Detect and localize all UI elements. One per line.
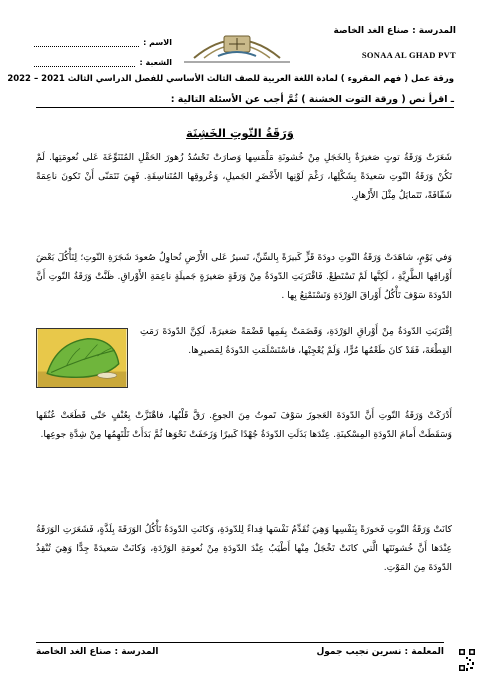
leaf-illustration <box>36 328 128 388</box>
story-paragraph-5: كانَتْ وَرَقَةُ التّوتِ فَخورَةً بِنَفْسِها وَهِيَ تُقَدِّمُ نَفْسَها فِداءً لِلدّودَةِ، وَكانَتِ الدّودَةُ تَأْكُلُ الوَرَقَةَ بِلَذَّةٍ، فَشَعَرَتِ الوَرَقَةُ عِنْدَها أَنَّ خُشونَتَها الَّتي كانَتْ تَخْجَلُ مِنْها أَطْيَبُ عِنْدَ الدّودَةِ مِنْ نُعومَةِ الوَرْدَةِ، وَكانَتْ سَعيدَةً جِدًّا وَهِيَ تُنْقِذُ الدّودَةَ مِنَ المَوْتِ. <box>36 524 452 573</box>
name-blank[interactable] <box>34 38 139 47</box>
school-name-english: SONAA AL GHAD PVT <box>361 50 456 60</box>
name-label: الاسم : <box>143 38 172 47</box>
page-footer <box>36 642 444 657</box>
worksheet-instruction: ـ اقرأ نص ( ورقة التوت الخشنة ) ثُمَّ أجب عن الأسئلة التالية : <box>36 94 454 108</box>
story-paragraph-1: شَعَرَتْ وَرَقَةُ توتٍ صَغيرَةٌ بِالخَجَلِ مِنْ خُشونَةِ مَلْمَسِها وَصارَتْ تَحْسُدُ زُهورَ الحَقْلِ المُتَنَوِّعَةَ عَلى نُعومَتِها. لَمْ تَكُنْ وَرَقَةُ التّوتِ سَعيدَةً بِشَكْلِها، رَغْمَ لَوْنِها الأَخْضَرِ الجَميلِ، وَعُروقِها المُتَناسِقَةِ. فَهِيَ تَتَمَنّى أَنْ تَكونَ ناعِمَةً شَفّافَةً، تَتَمايَلُ مِثْلَ الأَزْهارِ. <box>36 152 452 201</box>
section-field-row[interactable] <box>34 47 172 67</box>
section-label: الشعبة : <box>139 58 172 67</box>
footer-school-name: المدرسة : صناع الغد الخاصة <box>36 647 159 657</box>
story-title: وَرَقَةُ التّوتِ الخَشِنَة <box>186 126 294 140</box>
name-field-row[interactable] <box>34 27 172 47</box>
student-info <box>34 27 172 67</box>
section-blank[interactable] <box>34 58 135 67</box>
qr-code-icon <box>458 648 476 672</box>
school-name-arabic: المدرسة : صناع الغد الخاصة <box>333 26 456 36</box>
story-paragraph-2: وَفي يَوْمٍ، شاهَدَتْ وَرَقَةُ التّوتِ دودَةَ قَزٍّ كَبيرَةً بِالسِّنِّ، تَسيرُ عَلى الأَرْضِ تُحاوِلُ صُعودَ شَجَرَةِ التّوتِ؛ لِتَأْكُلَ بَعْضَ أَوْراقِها الطَّرِيَّةِ ، لَكِنَّها لَمْ تَسْتَطِعْ. فَاقْتَرَبَتِ الدّودَةُ مِنْ وَرَقَةٍ صَغيرَةٍ جَميلَةٍ ناعِمَةِ الأَوْراقِ. ظَنَّتْ وَرَقَةُ التّوتِ أَنَّ الدّودَةَ سَوْفَ تَأْكُلُ أَوْراقَ الوَرْدَةِ وَتَسْتَمْتِعُ بِها . <box>36 252 452 301</box>
school-logo <box>174 18 300 66</box>
worksheet-subject-line: ورقة عمل ( فهم المقروء ) لمادة اللغة العربية للصف الثالث الأساسي للفصل الدراسي الثالث 2021 – 2022 <box>7 74 454 84</box>
story-paragraph-3: اِقْتَرَبَتِ الدّودَةُ مِنْ أَوْراقِ الوَرْدَةِ، وَقَضَمَتْ بِفَمِها قَضْمَةً صَغيرَةً، لَكِنَّ الدّودَةَ رَمَتِ القِطْعَةَ، فَقَدْ كانَ طَعْمُها مُرًّا، وَلَمْ يُعْجِبْها، فاسْتَسْلَمَتِ الدّودَةُ لِمَصيرِها. <box>140 326 452 356</box>
school-header <box>328 26 456 60</box>
story-paragraph-4: أَدْرَكَتْ وَرَقَةُ التّوتِ أَنَّ الدّودَةَ العَجوزَ سَوْفَ تَموتُ مِنَ الجوعِ. رَقَّ قَلْبُها، فاهْتَزَّتْ بِعُنْفٍ حَتّى قَطَعَتْ عُنُقَها وَسَقَطَتْ أَمامَ الدّودَةِ المِسْكينَةِ. عِنْدَها بَذَلَتِ الدّودَةُ جُهْدًا كَبيرًا وَزَحَفَتْ نَحْوَها ثُمَّ بَدَأَتْ تَلْتَهِمُها مِنْ شِدَّةِ جوعِها. <box>36 410 452 440</box>
teacher-name: المعلمة : نسرين نجيب جمول <box>316 647 444 657</box>
